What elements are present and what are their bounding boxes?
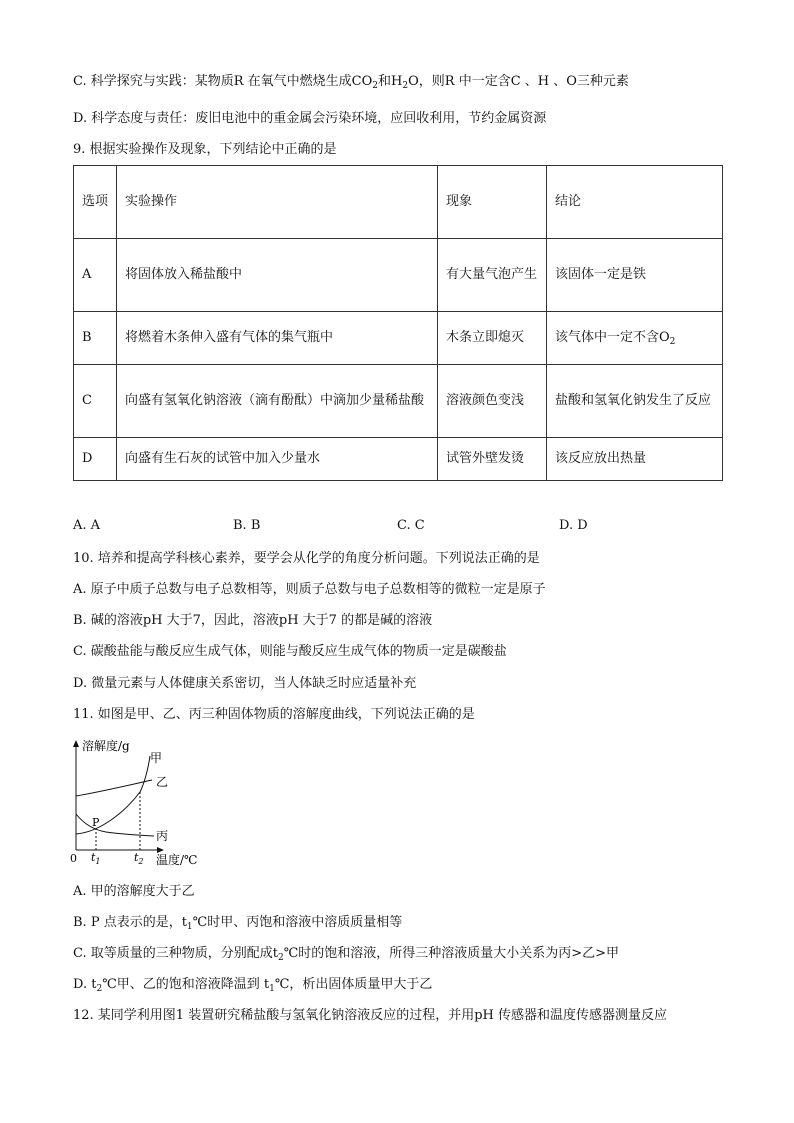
row-operation: 向盛有生石灰的试管中加入少量水	[117, 438, 438, 481]
t2-label: $t_2$	[134, 851, 144, 866]
q8-option-d: D. 科学态度与责任：废旧电池中的重金属会污染环境，应回收利用，节约金属资源	[73, 111, 547, 126]
row-conclusion: 该反应放出热量	[547, 438, 723, 481]
curve-jia	[76, 756, 150, 834]
row-conclusion: 该气体中一定不含$O_2$	[547, 312, 723, 365]
row-conclusion: 盐酸和氢氧化钠发生了反应	[547, 365, 723, 438]
solubility-curve-graph	[70, 734, 220, 869]
table-row	[74, 312, 723, 365]
q9-option-c: C. C	[397, 518, 425, 533]
header-operation: 实验操作	[117, 166, 438, 239]
row-option: B	[74, 312, 117, 365]
curve-jia-label: 甲	[150, 751, 163, 765]
y-axis-label: 溶解度/g	[82, 739, 130, 753]
q11-option-b: B. P 点表示的是，$t_1℃$时甲、丙饱和溶液中溶质质量相等	[73, 915, 403, 932]
row-phenomenon: 溶液颜色变浅	[438, 365, 547, 438]
curve-yi	[76, 780, 152, 796]
table-row	[74, 438, 723, 481]
row-option: D	[74, 438, 117, 481]
row-phenomenon: 试管外壁发烫	[438, 438, 547, 481]
table-header-row	[74, 166, 723, 239]
header-conclusion: 结论	[547, 166, 723, 239]
co2-formula: $CO_2$	[351, 74, 379, 91]
q11-option-d: D. $t_2℃$甲、乙的饱和溶液降温到 $t_1℃$，析出固体质量甲大于乙	[73, 977, 433, 994]
q9-option-d: D. D	[559, 518, 588, 533]
row-phenomenon: 有大量气泡产生	[438, 239, 547, 312]
row-option: A	[74, 239, 117, 312]
q9-options	[73, 518, 673, 536]
point-p-label: P	[92, 816, 100, 829]
q10-stem: 10. 培养和提高学科核心素养，要学会从化学的角度分析问题。下列说法正确的是	[73, 551, 540, 566]
q10-option-c: C. 碳酸盐能与酸反应生成气体，则能与酸反应生成气体的物质一定是碳酸盐	[73, 644, 507, 659]
q9-stem: 9. 根据实验操作及现象，下列结论中正确的是	[73, 142, 337, 157]
q11-option-c: C. 取等质量的三种物质，分别配成$t_2℃$时的饱和溶液，所得三种溶液质量大小关系为丙>乙>甲	[73, 946, 620, 963]
q11-option-a: A. 甲的溶解度大于乙	[73, 884, 195, 899]
curve-bing-label: 丙	[156, 829, 169, 843]
q9-option-b: B. B	[233, 518, 261, 533]
row-operation: 将固体放入稀盐酸中	[117, 239, 438, 312]
row-operation: 将燃着木条伸入盛有气体的集气瓶中	[117, 312, 438, 365]
q10-option-b: B. 碱的溶液pH 大于7，因此，溶液pH 大于7 的都是碱的溶液	[73, 613, 433, 628]
t1-label: $t_1$	[91, 851, 101, 866]
q9-option-a: A. A	[73, 518, 101, 533]
q11-stem: 11. 如图是甲、乙、丙三种固体物质的溶解度曲线，下列说法正确的是	[73, 707, 475, 722]
row-phenomenon: 木条立即熄灭	[438, 312, 547, 365]
header-option: 选项	[74, 166, 117, 239]
x-axis-label: 温度/℃	[156, 853, 198, 867]
row-conclusion: 该固体一定是铁	[547, 239, 723, 312]
table-row	[74, 365, 723, 438]
q10-option-d: D. 微量元素与人体健康关系密切，当人体缺乏时应适量补充	[73, 676, 417, 691]
row-operation: 向盛有氢氧化钠溶液（滴有酚酞）中滴加少量稀盐酸	[117, 365, 438, 438]
q12-stem: 12. 某同学利用图1 装置研究稀盐酸与氢氧化钠溶液反应的过程，并用pH 传感器和温度传感器测量反应	[73, 1008, 668, 1023]
q8-option-c: C. 科学探究与实践：某物质R 在氧气中燃烧生成$CO_2$和$H_2O$，则R 中一定含C 、H 、O三种元素	[73, 74, 629, 91]
q10-option-a: A. 原子中质子总数与电子总数相等，则质子总数与电子总数相等的微粒一定是原子	[73, 582, 546, 597]
q9-table	[73, 165, 723, 481]
h2o-formula: $H_2O$	[391, 74, 419, 91]
y-axis-arrow-icon	[73, 740, 79, 747]
curve-yi-label: 乙	[156, 775, 169, 789]
row-option: C	[74, 365, 117, 438]
header-phenomenon: 现象	[438, 166, 547, 239]
table-row	[74, 239, 723, 312]
origin-label: 0	[70, 852, 77, 865]
